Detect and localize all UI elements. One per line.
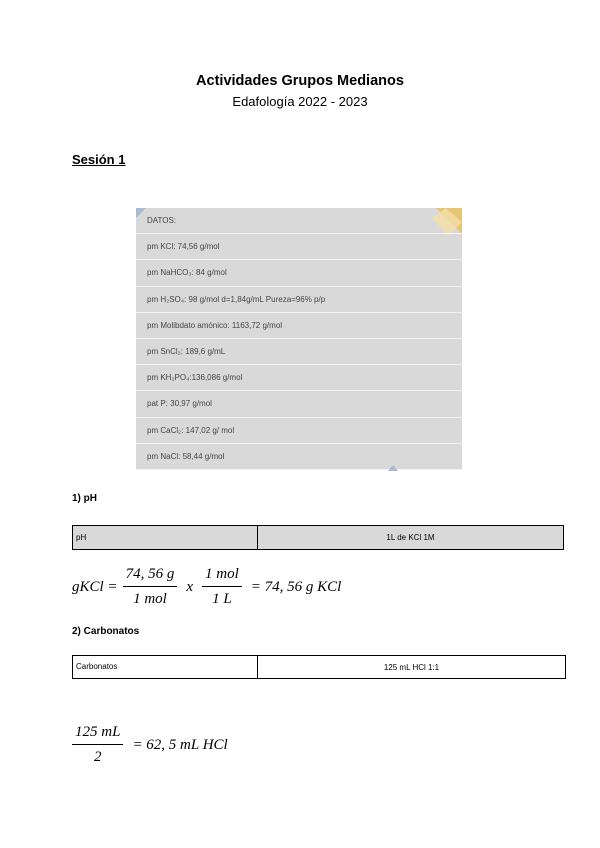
fraction-2 [202,566,242,608]
formula-result: = 62, 5 mL HCl [132,736,228,753]
times-operator: x [186,578,193,595]
datos-row: pm NaCl: 58,44 g/mol [136,444,462,470]
document-title: Actividades Grupos Medianos [196,73,404,89]
fraction-denominator: 1 mol [133,591,167,607]
carbonatos-label-cell: Carbonatos [73,656,258,678]
section-heading-carbonatos: 2) Carbonatos [72,626,140,637]
ph-value-cell: 1L de KCl 1M [258,526,563,549]
datos-row: pm SnCl₂: 189,6 g/mL [136,339,462,365]
formula-result: = 74, 56 g KCl [250,578,342,595]
fraction-1 [123,566,178,608]
datos-row: pm CaCl₂: 147,02 g/ mol [136,418,462,444]
fraction-numerator: 74, 56 g [123,566,178,587]
datos-row: pm KH₂PO₄:136,086 g/mol [136,365,462,391]
datos-panel [136,208,462,470]
formula-hcl [72,724,232,766]
ph-table [72,525,564,550]
session-heading: Sesión 1 [72,152,126,167]
fraction-numerator: 125 mL [72,724,123,745]
fraction-3 [72,724,123,766]
document-subtitle: Edafología 2022 - 2023 [232,94,368,109]
datos-row: pat P: 30,97 g/mol [136,391,462,417]
datos-row: pm KCl: 74,56 g/mol [136,234,462,260]
datos-row: pm H₂SO₄: 98 g/mol d=1,84g/mL Pureza=96% p/p [136,287,462,313]
formula-lhs: gKCl = [72,578,118,595]
datos-row: pm NaHCO₃: 84 g/mol [136,260,462,286]
bottom-marker-icon [388,465,398,471]
datos-row: pm Molibdato amónico: 1163,72 g/mol [136,313,462,339]
fraction-numerator: 1 mol [202,566,242,587]
section-heading-ph: 1) pH [72,493,97,504]
formula-kcl [72,566,345,608]
carbonatos-value-cell: 125 mL HCl 1:1 [383,662,440,672]
ph-label-cell: pH [73,526,258,549]
fraction-denominator: 1 L [212,591,232,607]
datos-row-header: DATOS: [136,208,462,234]
carbonatos-table [72,655,566,679]
fraction-denominator: 2 [93,749,102,765]
